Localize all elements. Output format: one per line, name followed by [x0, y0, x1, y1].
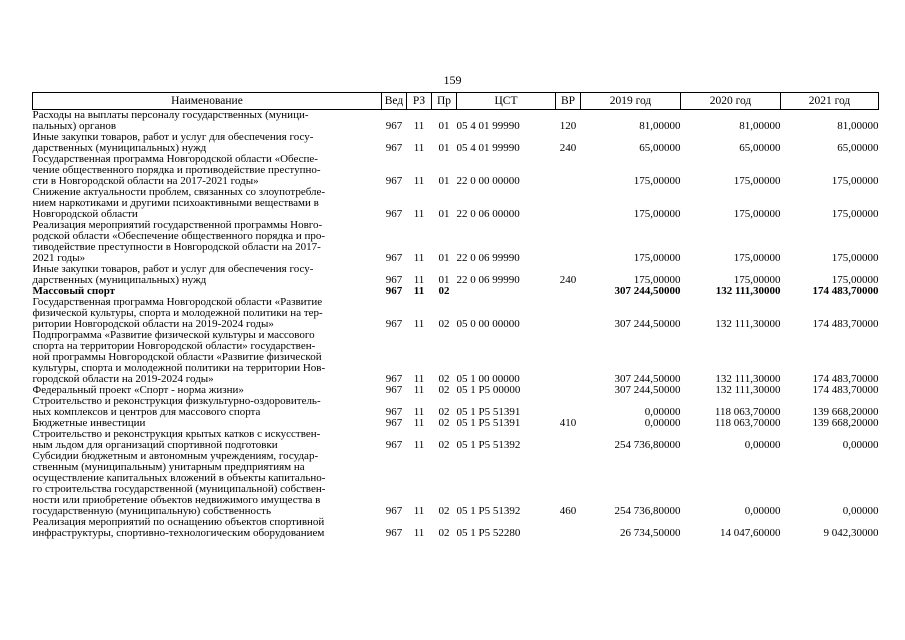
cell-2019: 0,00000: [644, 406, 681, 418]
cell-cst: 05 1 00 00000: [456, 373, 520, 385]
table-header: [33, 93, 879, 110]
cell-vr: 240: [559, 274, 577, 286]
cell-vr: 460: [559, 505, 577, 517]
cell-2019: 254 736,80000: [614, 439, 681, 451]
cell-2019: 254 736,80000: [614, 505, 681, 517]
cell-2020: 0,00000: [744, 505, 781, 517]
cell-2020: 0,00000: [744, 439, 781, 451]
cell-pr: 02: [438, 417, 450, 429]
cell-ved: 967: [385, 285, 403, 297]
cell-name: Массовый спорт: [32, 285, 116, 297]
cell-vr: 120: [559, 120, 577, 132]
cell-ved: 967: [385, 120, 403, 132]
cell-2021: 0,00000: [842, 505, 879, 517]
cell-cst: 22 0 06 99990: [456, 252, 520, 264]
cell-vr: [556, 286, 581, 297]
cell-2021: 81,00000: [837, 120, 879, 132]
cell-name: Снижение актуальности проблем, связанных со злоупотребле- нием наркотиками и другими психоактивными веществами в Новгородской области: [32, 186, 326, 220]
cell-vr: [556, 330, 581, 385]
cell-name: Подпрограмма «Развитие физической культуры и массового спорта на территории Новгородской области» государствен- ной программы Новгородской области «Развитие физической культуры, спорта и молодежной политики на территории Нов- городской области на 2019-2024 годы»: [32, 329, 326, 385]
table-row: [33, 110, 879, 133]
table-row: [33, 132, 879, 154]
cell-name: Государственная программа Новгородской области «Развитие физической культуры, спорта и молодежной политики на тер- ритории Новгородской области на 2019-2024 годы»: [32, 296, 323, 330]
cell-cst: 05 1 P5 51392: [456, 439, 521, 451]
cell-rz: 11: [413, 406, 425, 418]
cell-2020: 175,00000: [733, 175, 781, 187]
cell-2021: 174 483,70000: [812, 285, 879, 297]
cell-2019: 65,00000: [639, 142, 681, 154]
cell-vr: 240: [559, 142, 577, 154]
cell-2021: 0,00000: [842, 439, 879, 451]
cell-rz: 11: [413, 318, 425, 330]
cell-2019: 175,00000: [633, 208, 681, 220]
table-row: [33, 220, 879, 264]
table-row: [33, 187, 879, 220]
cell-rz: 11: [413, 384, 425, 396]
header-pr: Пр: [432, 93, 457, 110]
table-row: [33, 451, 879, 517]
cell-pr: 02: [438, 384, 450, 396]
cell-ved: 967: [385, 318, 403, 330]
cell-2019: 307 244,50000: [614, 384, 681, 396]
cell-rz: 11: [413, 505, 425, 517]
cell-vr: [556, 297, 581, 330]
cell-cst: 22 0 00 00000: [456, 175, 520, 187]
cell-2020: 132 111,30000: [715, 285, 781, 297]
cell-2020: 132 111,30000: [715, 384, 781, 396]
cell-pr: 01: [438, 208, 450, 220]
cell-2020: 132 111,30000: [715, 373, 781, 385]
cell-rz: 11: [413, 142, 425, 154]
cell-cst: 05 1 P5 52280: [456, 527, 521, 539]
cell-name: Иные закупки товаров, работ и услуг для обеспечения госу- дарственных (муниципальных) нужд: [32, 263, 314, 286]
cell-name: Государственная программа Новгородской области «Обеспе- чение общественного порядка и противодействие преступно- сти в Новгородской области на 2017-2021 годы»: [32, 153, 321, 187]
cell-name: Реализация мероприятий государственной программы Новго- родской области «Обеспечение общественного порядка и про- тиводействие преступности в Новгородской области на 2017- 2021 годы»: [32, 219, 326, 264]
cell-rz: 11: [413, 285, 425, 297]
cell-pr: 01: [438, 274, 450, 286]
table-row: [33, 330, 879, 385]
cell-2020: 81,00000: [739, 120, 781, 132]
header-ved: Вед: [382, 93, 407, 110]
cell-name: Бюджетные инвестиции: [32, 417, 146, 429]
cell-2021: 175,00000: [831, 274, 879, 286]
cell-rz: 11: [413, 175, 425, 187]
cell-2020: 118 063,70000: [714, 417, 781, 429]
cell-rz: 11: [413, 274, 425, 286]
cell-pr: 02: [438, 505, 450, 517]
cell-2019: 307 244,50000: [614, 318, 681, 330]
cell-2019: 81,00000: [639, 120, 681, 132]
cell-ved: 967: [385, 274, 403, 286]
cell-ved: 967: [385, 439, 403, 451]
table-row: [33, 429, 879, 451]
table-row: [33, 396, 879, 418]
cell-2019: 26 734,50000: [620, 527, 681, 539]
cell-ved: 967: [385, 175, 403, 187]
cell-rz: 11: [413, 208, 425, 220]
header-name: Наименование: [33, 93, 382, 110]
cell-2020: 118 063,70000: [714, 406, 781, 418]
cell-name: Расходы на выплаты персоналу государственных (муници- пальных) органов: [32, 109, 309, 132]
cell-vr: [556, 517, 581, 539]
header-2019: 2019 год: [581, 93, 681, 110]
cell-2021: 65,00000: [837, 142, 879, 154]
cell-rz: 11: [413, 252, 425, 264]
cell-rz: 11: [413, 417, 425, 429]
header-rz: РЗ: [407, 93, 432, 110]
cell-pr: 01: [438, 175, 450, 187]
cell-2019: 0,00000: [644, 417, 681, 429]
cell-2021: 175,00000: [831, 175, 879, 187]
cell-name: Федеральный проект «Спорт - норма жизни»: [32, 384, 244, 396]
cell-2019: 175,00000: [633, 175, 681, 187]
cell-2021: 174 483,70000: [812, 373, 879, 385]
cell-2019: 307 244,50000: [614, 285, 681, 297]
cell-pr: 02: [438, 406, 450, 418]
cell-ved: 967: [385, 373, 403, 385]
cell-ved: 967: [385, 417, 403, 429]
cell-cst: 05 1 P5 51392: [456, 505, 521, 517]
table-row: [33, 264, 879, 286]
cell-pr: 02: [438, 285, 450, 297]
cell-2020: 175,00000: [733, 252, 781, 264]
cell-pr: 02: [438, 373, 450, 385]
table-body: [33, 110, 879, 540]
cell-pr: 02: [438, 318, 450, 330]
cell-2019: 175,00000: [633, 274, 681, 286]
cell-pr: 02: [438, 527, 450, 539]
cell-vr: [556, 385, 581, 396]
cell-ved: 967: [385, 406, 403, 418]
header-cst: ЦСТ: [457, 93, 556, 110]
cell-rz: 11: [413, 120, 425, 132]
cell-name: Иные закупки товаров, работ и услуг для обеспечения госу- дарственных (муниципальных) нужд: [32, 131, 314, 154]
cell-cst: [457, 286, 556, 297]
cell-vr: 410: [559, 417, 577, 429]
cell-name: Строительство и реконструкция физкультурно-оздоровитель- ных комплексов и центров для массового спорта: [32, 395, 321, 418]
header-2021: 2021 год: [781, 93, 879, 110]
cell-cst: 05 0 00 00000: [456, 318, 520, 330]
cell-2021: 139 668,20000: [812, 417, 879, 429]
cell-ved: 967: [385, 252, 403, 264]
cell-2021: 139 668,20000: [812, 406, 879, 418]
cell-ved: 967: [385, 208, 403, 220]
cell-2020: 175,00000: [733, 208, 781, 220]
cell-name: Субсидии бюджетным и автономным учреждениям, государ- ственным (муниципальным) унитарным предприятиям на осуществление капитальных вложений в объекты капитально- го строительства государственной (муниципальной) собствен- ности или приобретение объектов недвижимого имущества в государственную (муниципальную) собственность: [32, 450, 326, 517]
header-2020: 2020 год: [681, 93, 781, 110]
cell-cst: 05 1 P5 51391: [456, 406, 521, 418]
header-vr: ВР: [556, 93, 581, 110]
table-row: [33, 154, 879, 187]
cell-ved: 967: [385, 384, 403, 396]
cell-cst: 05 1 P5 51391: [456, 417, 521, 429]
cell-2020: 14 047,60000: [720, 527, 781, 539]
cell-name: Реализация мероприятий по оснащению объектов спортивной инфраструктуры, спортивно-технологическим оборудованием: [32, 516, 325, 539]
cell-ved: 967: [385, 505, 403, 517]
cell-vr: [556, 154, 581, 187]
page-number: 159: [443, 73, 462, 87]
cell-cst: 05 1 P5 00000: [456, 384, 521, 396]
cell-2021: 9 042,30000: [823, 527, 879, 539]
cell-rz: 11: [413, 439, 425, 451]
cell-cst: 05 4 01 99990: [456, 120, 520, 132]
cell-2021: 175,00000: [831, 208, 879, 220]
table-row: [33, 517, 879, 539]
cell-2021: 174 483,70000: [812, 318, 879, 330]
budget-table: [32, 92, 879, 539]
cell-2021: 174 483,70000: [812, 384, 879, 396]
cell-pr: 01: [438, 142, 450, 154]
cell-vr: [556, 220, 581, 264]
cell-cst: 05 4 01 99990: [456, 142, 520, 154]
cell-vr: [556, 187, 581, 220]
cell-vr: [556, 396, 581, 418]
cell-2020: 175,00000: [733, 274, 781, 286]
cell-vr: [556, 429, 581, 451]
cell-2020: 65,00000: [739, 142, 781, 154]
cell-2019: 175,00000: [633, 252, 681, 264]
cell-pr: 02: [438, 439, 450, 451]
cell-2021: 175,00000: [831, 252, 879, 264]
cell-ved: 967: [385, 142, 403, 154]
cell-name: Строительство и реконструкция крытых катков с искусствен- ным льдом для организаций спортивной подготовки: [32, 428, 321, 451]
cell-rz: 11: [413, 527, 425, 539]
cell-pr: 01: [438, 120, 450, 132]
cell-2020: 132 111,30000: [715, 318, 781, 330]
cell-cst: 22 0 06 00000: [456, 208, 520, 220]
cell-ved: 967: [385, 527, 403, 539]
cell-rz: 11: [413, 373, 425, 385]
cell-2019: 307 244,50000: [614, 373, 681, 385]
cell-pr: 01: [438, 252, 450, 264]
table-row: [33, 297, 879, 330]
cell-cst: 22 0 06 99990: [456, 274, 520, 286]
